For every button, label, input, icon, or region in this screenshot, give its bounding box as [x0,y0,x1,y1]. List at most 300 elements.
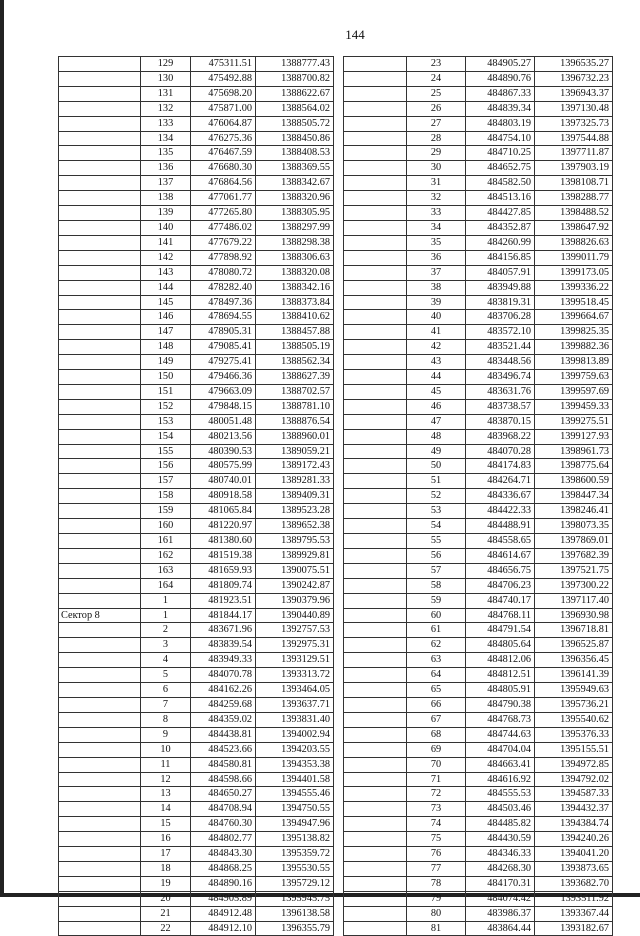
point-number-cell: 61 [407,623,466,638]
sector-cell [344,146,407,161]
y-coordinate-cell: 1389172.43 [256,459,334,474]
sector-cell [59,325,141,340]
x-coordinate-cell: 484427.85 [466,206,535,221]
y-coordinate-cell: 1393464.05 [256,683,334,698]
sector-cell [59,414,141,429]
x-coordinate-cell: 477061.77 [191,191,256,206]
sector-cell [59,250,141,265]
x-coordinate-cell: 480918.58 [191,489,256,504]
point-number-cell: 164 [141,578,191,593]
table-row [344,861,613,876]
x-coordinate-cell: 477679.22 [191,235,256,250]
x-coordinate-cell: 484802.77 [191,832,256,847]
y-coordinate-cell: 1394041.20 [535,847,613,862]
sector-cell [344,832,407,847]
point-number-cell: 9 [141,727,191,742]
table-row [59,265,334,280]
x-coordinate-cell: 484905.27 [466,57,535,72]
sector-cell [344,206,407,221]
y-coordinate-cell: 1395736.21 [535,697,613,712]
sector-cell [344,71,407,86]
table-row [344,653,613,668]
sector-cell [344,101,407,116]
point-number-cell: 161 [141,534,191,549]
x-coordinate-cell: 484070.78 [191,668,256,683]
point-number-cell: 75 [407,832,466,847]
point-number-cell: 148 [141,340,191,355]
point-number-cell: 49 [407,444,466,459]
table-row [59,191,334,206]
sector-cell [344,847,407,862]
table-row [344,683,613,698]
x-coordinate-cell: 483706.28 [466,310,535,325]
y-coordinate-cell: 1396525.87 [535,638,613,653]
sector-cell [344,265,407,280]
table-row [59,86,334,101]
x-coordinate-cell: 484422.33 [466,504,535,519]
point-number-cell: 16 [141,832,191,847]
sector-cell [59,384,141,399]
sector-cell [344,727,407,742]
y-coordinate-cell: 1399813.89 [535,355,613,370]
y-coordinate-cell: 1398246.41 [535,504,613,519]
y-coordinate-cell: 1394587.33 [535,787,613,802]
sector-cell [59,519,141,534]
sector-cell [59,71,141,86]
table-row [59,876,334,891]
y-coordinate-cell: 1388702.57 [256,384,334,399]
table-row [344,370,613,385]
table-row [344,131,613,146]
y-coordinate-cell: 1396930.98 [535,608,613,623]
table-row [59,504,334,519]
sector-cell [59,101,141,116]
y-coordinate-cell: 1396943.37 [535,86,613,101]
x-coordinate-cell: 484805.91 [466,683,535,698]
x-coordinate-cell: 484706.23 [466,578,535,593]
table-row [344,116,613,131]
point-number-cell: 81 [407,921,466,936]
sector-cell [59,235,141,250]
y-coordinate-cell: 1393367.44 [535,906,613,921]
x-coordinate-cell: 479663.09 [191,384,256,399]
x-coordinate-cell: 483949.33 [191,653,256,668]
point-number-cell: 47 [407,414,466,429]
table-row [344,235,613,250]
point-number-cell: 54 [407,519,466,534]
table-row [59,474,334,489]
point-number-cell: 129 [141,57,191,72]
sector-cell [59,265,141,280]
table-row [344,206,613,221]
point-number-cell: 11 [141,757,191,772]
sector-cell [344,86,407,101]
point-number-cell: 152 [141,399,191,414]
sector-cell [344,191,407,206]
table-row [344,548,613,563]
y-coordinate-cell: 1399127.93 [535,429,613,444]
point-number-cell: 12 [141,772,191,787]
sector-cell [59,727,141,742]
y-coordinate-cell: 1393511.92 [535,891,613,906]
table-row [344,906,613,921]
y-coordinate-cell: 1395729.12 [256,876,334,891]
x-coordinate-cell: 480390.53 [191,444,256,459]
y-coordinate-cell: 1394947.96 [256,817,334,832]
sector-cell [59,191,141,206]
x-coordinate-cell: 484812.06 [466,653,535,668]
point-number-cell: 141 [141,235,191,250]
table-row [59,101,334,116]
table-row [344,340,613,355]
table-row [59,802,334,817]
sector-cell [344,220,407,235]
x-coordinate-cell: 479275.41 [191,355,256,370]
x-coordinate-cell: 484264.71 [466,474,535,489]
table-row [344,161,613,176]
table-row [344,310,613,325]
y-coordinate-cell: 1389409.31 [256,489,334,504]
x-coordinate-cell: 484259.68 [191,697,256,712]
coordinates-table-left [58,56,334,936]
table-row [344,414,613,429]
table-row [59,355,334,370]
point-number-cell: 15 [141,817,191,832]
x-coordinate-cell: 483819.31 [466,295,535,310]
point-number-cell: 150 [141,370,191,385]
x-coordinate-cell: 484503.46 [466,802,535,817]
point-number-cell: 21 [141,906,191,921]
table-row [344,787,613,802]
table-row [344,578,613,593]
point-number-cell: 7 [141,697,191,712]
x-coordinate-cell: 479085.41 [191,340,256,355]
coordinates-table-right [343,56,613,936]
table-row [344,57,613,72]
point-number-cell: 24 [407,71,466,86]
sector-cell [59,146,141,161]
y-coordinate-cell: 1390440.89 [256,608,334,623]
table-row [344,832,613,847]
point-number-cell: 159 [141,504,191,519]
point-number-cell: 71 [407,772,466,787]
y-coordinate-cell: 1394240.26 [535,832,613,847]
x-coordinate-cell: 484663.41 [466,757,535,772]
x-coordinate-cell: 484598.66 [191,772,256,787]
y-coordinate-cell: 1398488.52 [535,206,613,221]
point-number-cell: 132 [141,101,191,116]
table-row [344,325,613,340]
y-coordinate-cell: 1399336.22 [535,280,613,295]
x-coordinate-cell: 476275.36 [191,131,256,146]
point-number-cell: 76 [407,847,466,862]
point-number-cell: 34 [407,220,466,235]
y-coordinate-cell: 1388298.38 [256,235,334,250]
y-coordinate-cell: 1388876.54 [256,414,334,429]
point-number-cell: 41 [407,325,466,340]
y-coordinate-cell: 1388320.08 [256,265,334,280]
y-coordinate-cell: 1399759.63 [535,370,613,385]
y-coordinate-cell: 1396718.81 [535,623,613,638]
sector-cell [59,310,141,325]
x-coordinate-cell: 484558.65 [466,534,535,549]
sector-cell [59,757,141,772]
table-row [344,265,613,280]
sector-cell [59,891,141,906]
table-row [344,220,613,235]
table-row [344,891,613,906]
x-coordinate-cell: 484074.42 [466,891,535,906]
table-row [344,519,613,534]
x-coordinate-cell: 484754.10 [466,131,535,146]
table-row [344,712,613,727]
y-coordinate-cell: 1394792.02 [535,772,613,787]
point-number-cell: 3 [141,638,191,653]
point-number-cell: 46 [407,399,466,414]
x-coordinate-cell: 477265.80 [191,206,256,221]
point-number-cell: 33 [407,206,466,221]
table-row [59,325,334,340]
y-coordinate-cell: 1397869.01 [535,534,613,549]
sector-cell [59,504,141,519]
x-coordinate-cell: 484768.73 [466,712,535,727]
y-coordinate-cell: 1396535.27 [535,57,613,72]
table-row [59,429,334,444]
x-coordinate-cell: 476864.56 [191,176,256,191]
sector-cell [344,548,407,563]
y-coordinate-cell: 1393873.65 [535,861,613,876]
sector-cell [344,176,407,191]
x-coordinate-cell: 483870.15 [466,414,535,429]
x-coordinate-cell: 484485.82 [466,817,535,832]
y-coordinate-cell: 1392975.31 [256,638,334,653]
table-row [59,519,334,534]
y-coordinate-cell: 1397711.87 [535,146,613,161]
table-row [344,742,613,757]
table-row [344,668,613,683]
table-row [59,161,334,176]
sector-cell [59,638,141,653]
x-coordinate-cell: 475492.88 [191,71,256,86]
sector-cell [59,683,141,698]
point-number-cell: 149 [141,355,191,370]
y-coordinate-cell: 1399275.51 [535,414,613,429]
sector-cell [344,414,407,429]
sector-cell [59,131,141,146]
sector-cell [344,280,407,295]
x-coordinate-cell: 484805.64 [466,638,535,653]
sector-cell [344,474,407,489]
table-row [59,176,334,191]
y-coordinate-cell: 1399173.05 [535,265,613,280]
y-coordinate-cell: 1388408.53 [256,146,334,161]
y-coordinate-cell: 1393831.40 [256,712,334,727]
point-number-cell: 160 [141,519,191,534]
table-row [344,71,613,86]
table-row [59,235,334,250]
table-row [59,489,334,504]
table-row [344,563,613,578]
point-number-cell: 36 [407,250,466,265]
table-row [344,638,613,653]
table-row [344,295,613,310]
y-coordinate-cell: 1394750.55 [256,802,334,817]
sector-cell [59,548,141,563]
y-coordinate-cell: 1394384.74 [535,817,613,832]
point-number-cell: 135 [141,146,191,161]
table-row [344,280,613,295]
x-coordinate-cell: 483521.44 [466,340,535,355]
y-coordinate-cell: 1398108.71 [535,176,613,191]
x-coordinate-cell: 484430.59 [466,832,535,847]
x-coordinate-cell: 476064.87 [191,116,256,131]
y-coordinate-cell: 1388622.67 [256,86,334,101]
point-number-cell: 143 [141,265,191,280]
point-number-cell: 147 [141,325,191,340]
sector-cell [59,220,141,235]
x-coordinate-cell: 480213.56 [191,429,256,444]
point-number-cell: 157 [141,474,191,489]
point-number-cell: 59 [407,593,466,608]
point-number-cell: 139 [141,206,191,221]
y-coordinate-cell: 1389652.38 [256,519,334,534]
y-coordinate-cell: 1388960.01 [256,429,334,444]
sector-cell [59,742,141,757]
table-row [344,876,613,891]
sector-cell [59,832,141,847]
point-number-cell: 42 [407,340,466,355]
x-coordinate-cell: 478080.72 [191,265,256,280]
point-number-cell: 144 [141,280,191,295]
point-number-cell: 130 [141,71,191,86]
point-number-cell: 57 [407,563,466,578]
point-number-cell: 53 [407,504,466,519]
y-coordinate-cell: 1398775.64 [535,459,613,474]
table-row [59,384,334,399]
x-coordinate-cell: 481220.97 [191,519,256,534]
point-number-cell: 50 [407,459,466,474]
table-row [344,534,613,549]
y-coordinate-cell: 1388306.63 [256,250,334,265]
x-coordinate-cell: 480740.01 [191,474,256,489]
point-number-cell: 23 [407,57,466,72]
sector-cell [59,578,141,593]
y-coordinate-cell: 1397903.19 [535,161,613,176]
sector-cell [59,399,141,414]
point-number-cell: 156 [141,459,191,474]
y-coordinate-cell: 1388777.43 [256,57,334,72]
sector-cell [59,668,141,683]
x-coordinate-cell: 483949.88 [466,280,535,295]
sector-cell [59,653,141,668]
point-number-cell: 80 [407,906,466,921]
point-number-cell: 32 [407,191,466,206]
table-row [344,86,613,101]
y-coordinate-cell: 1390379.96 [256,593,334,608]
x-coordinate-cell: 484650.27 [191,787,256,802]
table-row [344,146,613,161]
point-number-cell: 138 [141,191,191,206]
x-coordinate-cell: 484523.66 [191,742,256,757]
x-coordinate-cell: 477898.92 [191,250,256,265]
sector-cell [59,847,141,862]
sector-cell [59,474,141,489]
sector-cell [344,712,407,727]
point-number-cell: 65 [407,683,466,698]
x-coordinate-cell: 484652.75 [466,161,535,176]
table-row [344,191,613,206]
x-coordinate-cell: 484346.33 [466,847,535,862]
x-coordinate-cell: 484162.26 [191,683,256,698]
table-row [59,280,334,295]
y-coordinate-cell: 1390075.51 [256,563,334,578]
table-row [59,146,334,161]
x-coordinate-cell: 484704.04 [466,742,535,757]
x-coordinate-cell: 484843.30 [191,847,256,862]
table-row [59,683,334,698]
y-coordinate-cell: 1398073.35 [535,519,613,534]
table-row [59,220,334,235]
y-coordinate-cell: 1396356.45 [535,653,613,668]
table-row [344,459,613,474]
sector-cell [59,861,141,876]
point-number-cell: 27 [407,116,466,131]
point-number-cell: 136 [141,161,191,176]
y-coordinate-cell: 1395540.62 [535,712,613,727]
sector-cell [344,891,407,906]
y-coordinate-cell: 1398447.34 [535,489,613,504]
x-coordinate-cell: 484438.81 [191,727,256,742]
y-coordinate-cell: 1395530.55 [256,861,334,876]
sector-cell [59,817,141,832]
point-number-cell: 63 [407,653,466,668]
point-number-cell: 134 [141,131,191,146]
x-coordinate-cell: 481923.51 [191,593,256,608]
table-row [59,653,334,668]
table-row [59,57,334,72]
y-coordinate-cell: 1395376.33 [535,727,613,742]
x-coordinate-cell: 484555.53 [466,787,535,802]
y-coordinate-cell: 1397117.40 [535,593,613,608]
table-row [344,697,613,712]
sector-cell [59,57,141,72]
table-row [59,742,334,757]
y-coordinate-cell: 1389281.33 [256,474,334,489]
y-coordinate-cell: 1398647.92 [535,220,613,235]
sector-cell [344,340,407,355]
point-number-cell: 151 [141,384,191,399]
y-coordinate-cell: 1399459.33 [535,399,613,414]
x-coordinate-cell: 483864.44 [466,921,535,936]
y-coordinate-cell: 1390242.87 [256,578,334,593]
x-coordinate-cell: 484740.17 [466,593,535,608]
y-coordinate-cell: 1388450.86 [256,131,334,146]
x-coordinate-cell: 484614.67 [466,548,535,563]
x-coordinate-cell: 484912.10 [191,921,256,936]
sector-cell [344,325,407,340]
sector-cell [344,742,407,757]
y-coordinate-cell: 1393313.72 [256,668,334,683]
point-number-cell: 10 [141,742,191,757]
sector-cell [59,444,141,459]
y-coordinate-cell: 1397521.75 [535,563,613,578]
sector-cell [344,370,407,385]
y-coordinate-cell: 1388564.02 [256,101,334,116]
table-row [59,593,334,608]
sector-cell [344,861,407,876]
y-coordinate-cell: 1388457.88 [256,325,334,340]
sector-cell [344,817,407,832]
